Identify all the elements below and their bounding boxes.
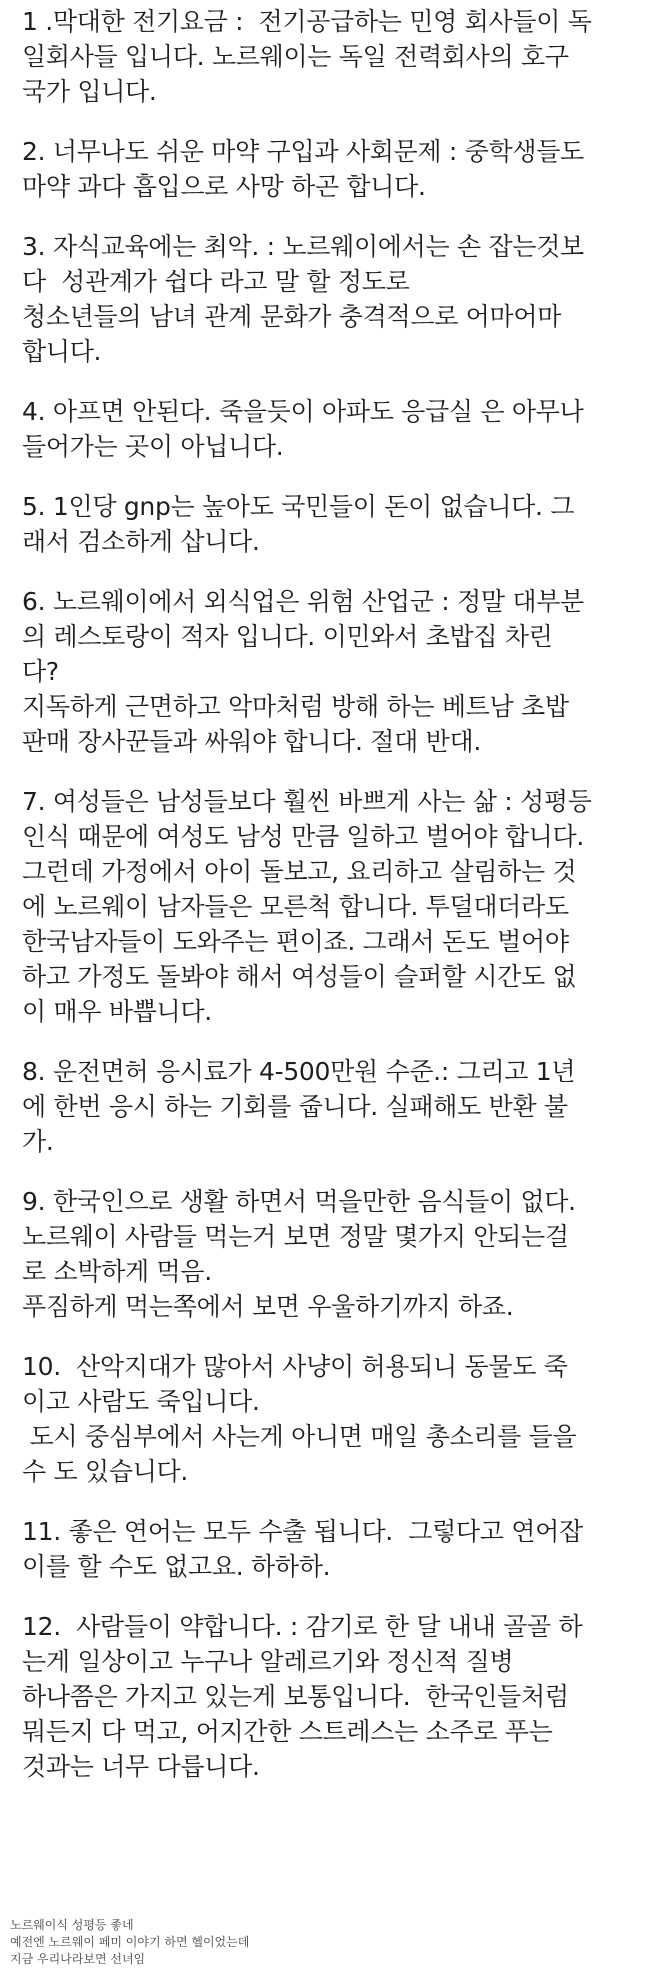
item-text-line: 그런데 가정에서 아이 돌보고, 요리하고 살림하는 것 bbox=[22, 857, 577, 886]
item-text-line: 8. 운전면허 응시료가 4-500만원 수준.: 그리고 1년 bbox=[22, 1057, 576, 1086]
item-text-line: 5. 1인당 gnp는 높아도 국민들이 돈이 없습니다. 그 bbox=[22, 492, 575, 521]
item-text-line: 3. 자식교육에는 최악. : 노르웨이에서는 손 잡는것보 bbox=[22, 232, 584, 261]
item-text-line: 의 레스토랑이 적자 입니다. 이민와서 초밥집 차린 bbox=[22, 622, 553, 651]
item-text-line: 수 도 있습니다. bbox=[22, 1457, 189, 1486]
item-text-line: 뭐든지 다 먹고, 어지간한 스트레스는 소주로 푸는 bbox=[22, 1717, 553, 1746]
item-text-line: 가. bbox=[22, 1127, 54, 1156]
item-text-line: 일회사들 입니다. 노르웨이는 독일 전력회사의 호구 bbox=[22, 42, 569, 71]
item-text-line: 1 .막대한 전기요금 : 전기공급하는 민영 회사들이 독 bbox=[22, 7, 592, 36]
list-item bbox=[22, 489, 637, 559]
item-text-line: 것과는 너무 다릅니다. bbox=[22, 1752, 260, 1781]
item-text-line: 지독하게 근면하고 악마처럼 방해 하는 베트남 초밥 bbox=[22, 692, 569, 721]
item-text-line: 이를 할 수도 없고요. 하하하. bbox=[22, 1552, 331, 1581]
item-text-line: 하나쯤은 가지고 있는게 보통입니다. 한국인들처럼 bbox=[22, 1682, 569, 1711]
list-item bbox=[22, 134, 637, 204]
item-text-line: 마약 과다 흡입으로 사망 하곤 합니다. bbox=[22, 172, 426, 201]
item-text-line: 이 매우 바쁩니다. bbox=[22, 997, 212, 1026]
list-item bbox=[22, 584, 637, 759]
list-item bbox=[22, 1609, 637, 1784]
item-text-line: 이고 사람도 죽입니다. bbox=[22, 1387, 260, 1416]
item-text-line: 에 노르웨이 남자들은 모른척 합니다. 투덜대더라도 bbox=[22, 892, 569, 921]
list-item bbox=[22, 229, 637, 369]
list-item bbox=[22, 1514, 637, 1584]
list-item bbox=[22, 784, 637, 1029]
list-item bbox=[22, 1184, 637, 1324]
list-item bbox=[22, 394, 637, 464]
item-text-line: 로 소박하게 먹음. bbox=[22, 1257, 212, 1286]
footer-line: 노르웨이식 성평등 좋네 bbox=[10, 1918, 134, 1932]
item-text-line: 푸짐하게 먹는쪽에서 보면 우울하기까지 하죠. bbox=[22, 1292, 514, 1321]
item-text-line: 4. 아프면 안된다. 죽을듯이 아파도 응급실 은 아무나 bbox=[22, 397, 584, 426]
item-text-line: 다? bbox=[22, 657, 59, 686]
footer-line: 지금 우리나라보면 선녀임 bbox=[10, 1952, 146, 1966]
item-text-line: 6. 노르웨이에서 외식업은 위험 산업군 : 정말 대부분 bbox=[22, 587, 584, 616]
item-text-line: 도시 중심부에서 사는게 아니면 매일 총소리를 들을 bbox=[22, 1422, 577, 1451]
item-text-line: 청소년들의 남녀 관계 문화가 충격적으로 어마어마 bbox=[22, 302, 562, 331]
item-text-line: 2. 너무나도 쉬운 마약 구입과 사회문제 : 중학생들도 bbox=[22, 137, 584, 166]
item-text-line: 인식 때문에 여성도 남성 만큼 일하고 벌어야 합니다. bbox=[22, 822, 585, 851]
list-item bbox=[22, 1349, 637, 1489]
footer-line: 예전엔 노르웨이 페미 이야기 하면 헬이었는데 bbox=[10, 1935, 250, 1949]
item-text-line: 합니다. bbox=[22, 337, 102, 366]
item-text-line: 10. 산악지대가 많아서 사냥이 허용되니 동물도 죽 bbox=[22, 1352, 568, 1381]
item-text-line: 판매 장사꾼들과 싸워야 합니다. 절대 반대. bbox=[22, 727, 481, 756]
item-text-line: 한국남자들이 도와주는 편이죠. 그래서 돈도 벌어야 bbox=[22, 927, 569, 956]
item-text-line: 에 한번 응시 하는 기회를 줍니다. 실패해도 반환 불 bbox=[22, 1092, 568, 1121]
item-text-line: 12. 사람들이 약합니다. : 감기로 한 달 내내 골골 하 bbox=[22, 1612, 583, 1641]
item-text-line: 래서 검소하게 삽니다. bbox=[22, 527, 260, 556]
post-body bbox=[22, 4, 637, 1809]
item-text-line: 11. 좋은 연어는 모두 수출 됩니다. 그렇다고 연어잡 bbox=[22, 1517, 583, 1546]
item-text-line: 들어가는 곳이 아닙니다. bbox=[22, 432, 284, 461]
item-text-line: 9. 한국인으로 생활 하면서 먹을만한 음식들이 없다. bbox=[22, 1187, 576, 1216]
item-text-line: 는게 일상이고 누구나 알레르기와 정신적 질병 bbox=[22, 1647, 514, 1676]
item-text-line: 국가 입니다. bbox=[22, 77, 157, 106]
list-item bbox=[22, 4, 637, 109]
item-text-line: 노르웨이 사람들 먹는거 보면 정말 몇가지 안되는걸 bbox=[22, 1222, 569, 1251]
list-item bbox=[22, 1054, 637, 1159]
item-text-line: 하고 가정도 돌봐야 해서 여성들이 슬퍼할 시간도 없 bbox=[22, 962, 577, 991]
item-text-line: 다 성관계가 쉽다 라고 말 할 정도로 bbox=[22, 267, 410, 296]
footer-comment bbox=[10, 1917, 630, 1968]
item-text-line: 7. 여성들은 남성들보다 훨씬 바쁘게 사는 삶 : 성평등 bbox=[22, 787, 592, 816]
